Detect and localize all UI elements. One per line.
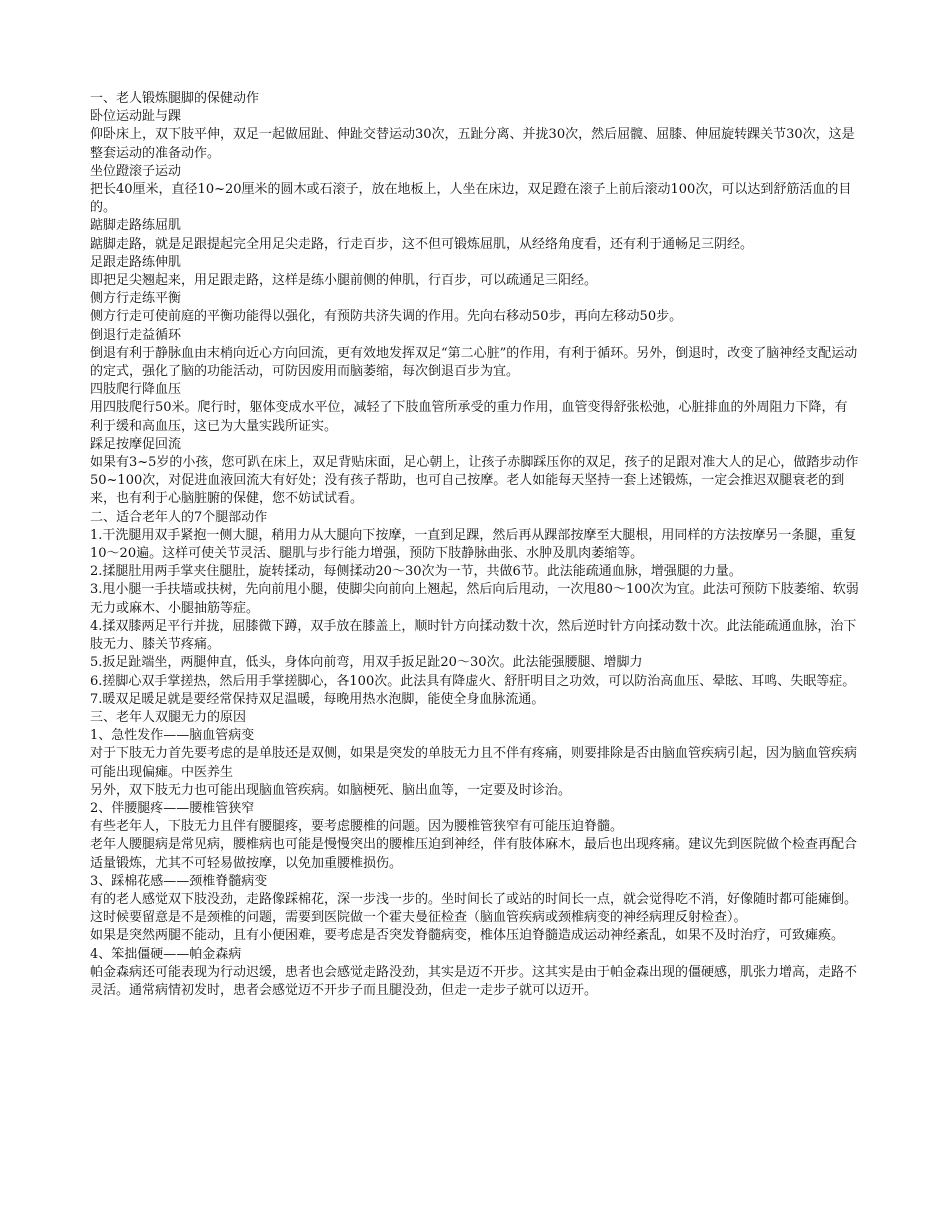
paragraph: 侧方行走可使前庭的平衡功能得以强化，有预防共济失调的作用。先向右移动50步，再向左移动50步。 xyxy=(90,309,683,325)
subheading: 侧方行走练平衡 xyxy=(90,291,182,307)
paragraph: 踮脚走路，就是足跟提起完全用足尖走路，行走百步，这不但可锻炼屈肌，从经络角度看，还有利于通畅足三阴经。 xyxy=(90,236,754,252)
subheading: 2、伴腰腿疼——腰椎管狭窄 xyxy=(90,800,255,816)
paragraph: 2.揉腿肚用两手掌夹住腿肚，旋转揉动，每侧揉动20～30次为一节，共做6节。此法能疏通血脉，增强腿的力量。 xyxy=(90,564,742,580)
paragraph: 即把足尖翘起来，用足跟走路，这样是练小腿前侧的伸肌，行百步，可以疏通足三阳经。 xyxy=(90,273,598,289)
paragraph: 有些老年人，下肢无力且伴有腰腿疼，要考虑腰椎的问题。因为腰椎管狭窄有可能压迫脊髓。 xyxy=(90,819,624,835)
subheading: 卧位运动趾与踝 xyxy=(90,109,182,125)
subheading: 4、笨拙僵硬——帕金森病 xyxy=(90,946,242,962)
section-heading: 三、老年人双腿无力的原因 xyxy=(90,709,247,725)
paragraph: 对于下肢无力首先要考虑的是单肢还是双侧，如果是突发的单肢无力且不伴有疼痛，则要排除是否由脑血管疾病引起，因为脑血管疾病可能出现偏瘫。中医养生 xyxy=(90,746,858,780)
paragraph: 用四肢爬行50米。爬行时，躯体变成水平位，减轻了下肢血管所承受的重力作用，血管变得舒张松弛，心脏排血的外周阻力下降，有利于缓和高血压，这已为大量实践所证实。 xyxy=(90,400,848,434)
paragraph: 4.揉双膝两足平行并拢，屈膝微下蹲，双手放在膝盖上，顺时针方向揉动数十次，然后逆时针方向揉动数十次。此法能疏通血脉，治下肢无力、膝关节疼痛。 xyxy=(90,618,857,653)
paragraph: 仰卧床上，双下肢平伸，双足一起做屈趾、伸趾交替运动30次，五趾分离、并拢30次，然后屈髋、屈膝、伸屈旋转踝关节30次，这是整套运动的准备动作。 xyxy=(90,127,855,161)
paragraph: 7.暖双足暖足就是要经常保持双足温暖，每晚用热水泡脚，能使全身血脉流通。 xyxy=(90,691,545,707)
subheading: 倒退行走益循环 xyxy=(90,327,182,343)
paragraph: 另外，双下肢无力也可能出现脑血管疾病。如脑梗死、脑出血等，一定要及时诊治。 xyxy=(90,782,572,798)
paragraph: 1.干洗腿用双手紧抱一侧大腿，稍用力从大腿向下按摩，一直到足踝，然后再从踝部按摩至大腿根，用同样的方法按摩另一条腿，重复10～20遍。这样可使关节灵活、腿肌与步行能力增强，预防下肢静脉曲张、水肿及肌肉萎缩等。 xyxy=(90,527,857,562)
subheading: 足跟走路练伸肌 xyxy=(90,254,182,270)
subheading: 踮脚走路练屈肌 xyxy=(90,218,182,234)
subheading: 坐位蹬滚子运动 xyxy=(90,163,182,179)
paragraph: 6.搓脚心双手掌搓热，然后用手掌搓脚心，各100次。此法具有降虚火、舒肝明目之功效，可以防治高血压、晕眩、耳鸣、失眠等症。 xyxy=(90,673,856,689)
section-heading: 一、老人锻炼腿脚的保健动作 xyxy=(90,91,260,106)
paragraph: 如果有3~5岁的小孩，您可趴在床上，双足背贴床面，足心朝上，让孩子赤脚踩压你的双足，孩子的足跟对准大人的足心，做踏步动作50~100次，对促进血液回流大有好处；没有孩子帮助，也可自己按摩。老人如能每天坚持一套上述锻炼，一定会推迟双腿衰老的到来，也有利于心脑脏腑的保健，您不妨试试看。 xyxy=(90,455,859,507)
paragraph: 老年人腰腿病是常见病，腰椎病也可能是慢慢突出的腰椎压迫到神经，伴有肢体麻木，最后也出现疼痛。建议先到医院做个检查再配合适量锻炼，尤其不可轻易做按摩，以免加重腰椎损伤。 xyxy=(90,837,858,871)
paragraph: 5.扳足趾端坐，两腿伸直，低头，身体向前弯，用双手扳足趾20～30次。此法能强腰腿、增脚力 xyxy=(90,655,643,671)
paragraph: 如果是突然两腿不能动，且有小便困难，要考虑是否突发脊髓病变，椎体压迫脊髓造成运动神经紊乱，如果不及时治疗，可致瘫痪。 xyxy=(90,928,845,944)
section-heading: 二、适合老年人的7个腿部动作 xyxy=(90,509,268,525)
subheading: 四肢爬行降血压 xyxy=(90,382,182,398)
paragraph: 把长40厘米，直径10~20厘米的圆木或石滚子，放在地板上，人坐在床边，双足蹬在滚子上前后滚动100次，可以达到舒筋活血的目的。 xyxy=(90,182,852,216)
paragraph: 帕金森病还可能表现为行动迟缓，患者也会感觉走路没劲，其实是迈不开步。这其实是由于帕金森出现的僵硬感，肌张力增高，走路不灵活。通常病情初发时，患者会感觉迈不开步子而且腿没劲，但走一走步子就可以迈开。 xyxy=(90,964,858,998)
subheading: 1、急性发作——脑血管病变 xyxy=(90,728,255,744)
document-page xyxy=(90,90,860,1000)
paragraph: 有的老人感觉双下肢没劲，走路像踩棉花，深一步浅一步的。坐时间长了或站的时间长一点，就会觉得吃不消，好像随时都可能瘫倒。这时候要留意是不是颈椎的问题，需要到医院做一个霍夫曼征检查（脑血管疾病或颈椎病变的神经病理反射检查）。 xyxy=(90,891,858,926)
subheading: 踩足按摩促回流 xyxy=(90,436,182,452)
paragraph: 倒退有利于静脉血由末梢向近心方向回流，更有效地发挥双足“第二心脏”的作用，有利于循环。另外，倒退时，改变了脑神经支配运动的定式，强化了脑的功能活动，可防因废用而脑萎缩，每次倒退百步为宜。 xyxy=(90,345,858,380)
subheading: 3、踩棉花感——颈椎脊髓病变 xyxy=(90,873,268,889)
paragraph: 3.甩小腿一手扶墙或扶树，先向前甩小腿，使脚尖向前向上翘起，然后向后甩动，一次甩80～100次为宜。此法可预防下肢萎缩、软弱无力或麻木、小腿抽筋等症。 xyxy=(90,582,859,616)
